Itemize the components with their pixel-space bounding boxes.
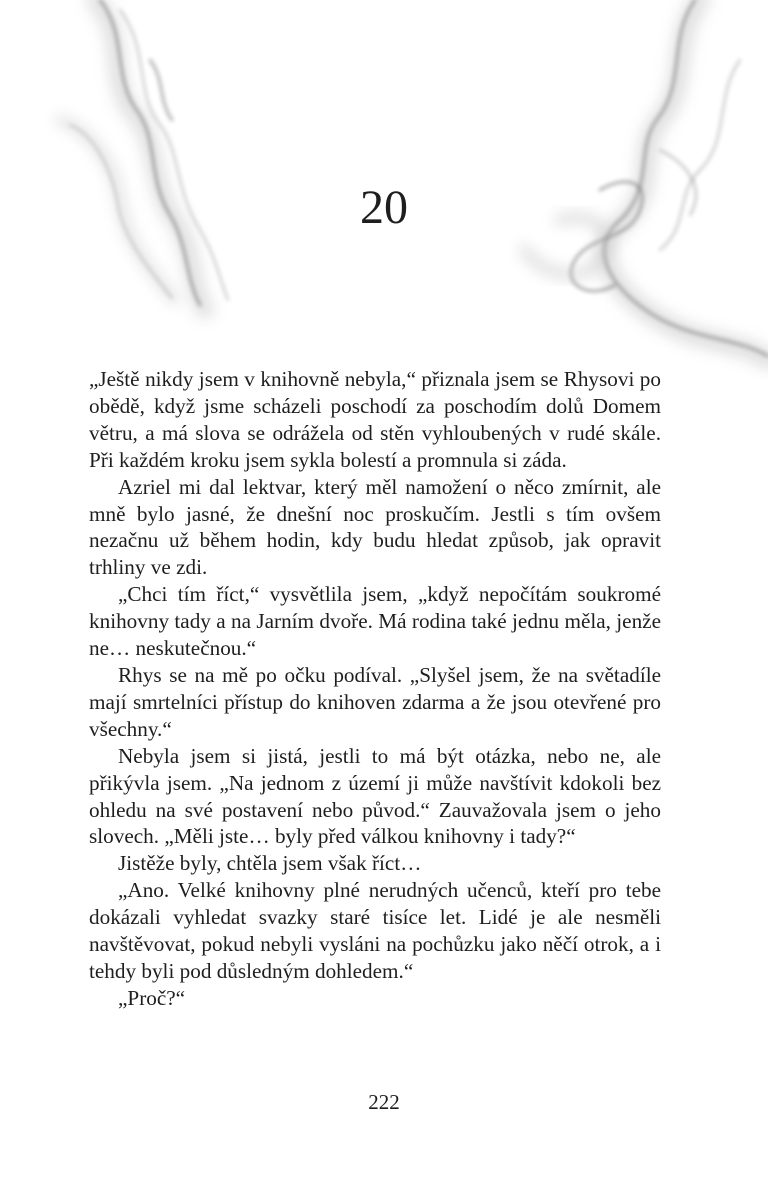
- paragraph: Nebyla jsem si jistá, jestli to má být otázka, nebo ne, ale přikývla jsem. „Na jednom z území ji může navštívit kdokoli bez ohledu na své postavení nebo původ.“ Zauvažovala jsem o jeho slovech. „Měli jste… byly před válkou knihovny i tady?“: [89, 743, 661, 849]
- paragraph: „Ještě nikdy jsem v knihovně nebyla,“ přiznala jsem se Rhysovi po obědě, když jsme scházeli poschodí za poschodím dolů Domem větru, a má slova se odrážela od stěn vyhloubených v rudé skále. Při každém kroku jsem sykla bolestí a promnula si záda.: [89, 367, 661, 472]
- paragraph: Jistěže byly, chtěla jsem však říct…: [118, 851, 422, 876]
- chapter-number: 20: [360, 181, 408, 234]
- paragraph: „Proč?“: [118, 985, 186, 1010]
- paragraph: Azriel mi dal lektvar, který měl namožení o něco zmírnit, ale mně bylo jasné, že dnešní noc proskučím. Jestli s tím ovšem nezačnu už během hodin, kdy budu hledat způsob, jak opravit trhliny ve zdi.: [89, 474, 661, 580]
- chapter-body: [89, 366, 661, 1012]
- smoke-wisp-left-icon: [60, 0, 228, 310]
- paragraph: „Chci tím říct,“ vysvětlila jsem, „když nepočítám soukromé knihovny tady a na Jarním dvoře. Má rodina také jednu měla, jenže ne… neskutečnou.“: [89, 582, 661, 661]
- paragraph: Rhys se na mě po očku podíval. „Slyšel jsem, že na světadíle mají smrtelníci přístup do knihoven zdarma a že jsou otevřené pro všechny.“: [89, 662, 661, 741]
- paragraph: „Ano. Velké knihovny plné nerudných učenců, kteří pro tebe dokázali vyhledat svazky staré tisíce let. Lidé je ale nesměli navštěvovat, pokud nebyli vysláni na pochůzku jako něčí otrok, a i tehdy byli pod důsledným dohledem.“: [89, 878, 661, 983]
- page-number: 222: [368, 1090, 400, 1114]
